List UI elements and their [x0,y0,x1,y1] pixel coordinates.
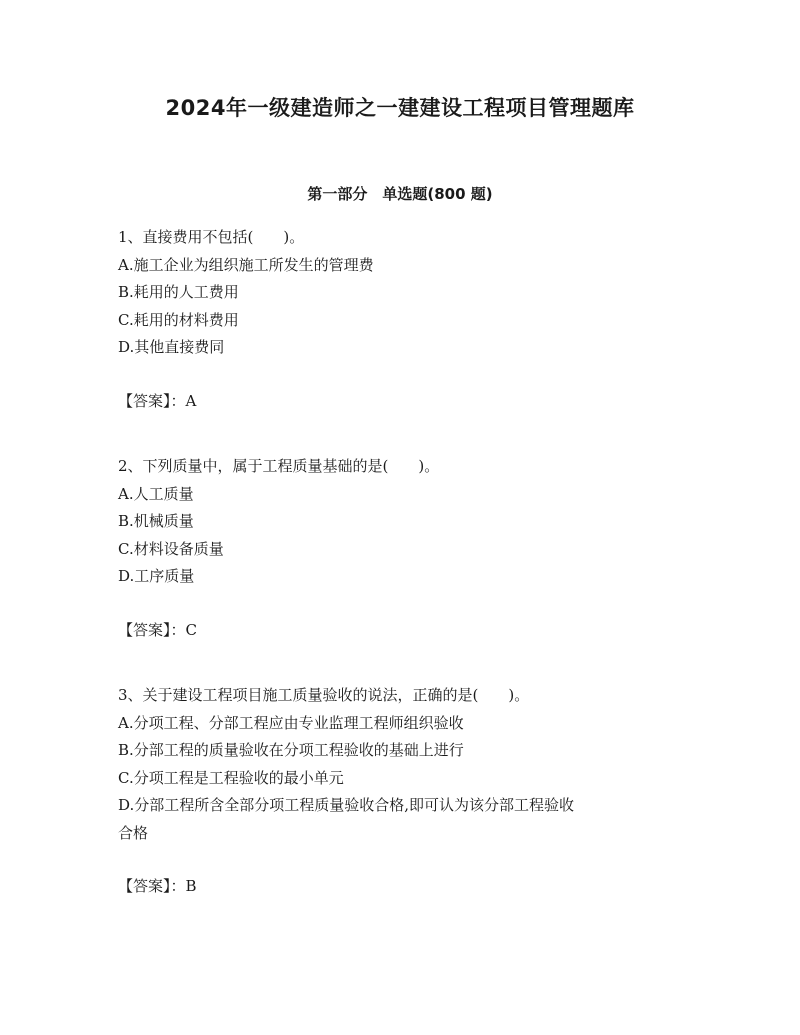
question-item [118,453,698,644]
question-stem: 2、下列质量中，属于工程质量基础的是( )。 [118,457,440,475]
option-a: A.分项工程、分部工程应由专业监理工程师组织验收 [118,713,464,732]
option-c: C.材料设备质量 [118,539,224,558]
answer-line: 【答案】：A [118,391,197,410]
question-item [118,682,698,901]
option-d: D.工序质量 [118,567,195,585]
option-d: D.分部工程所含全部分项工程质量验收合格,即可认为该分部工程验收 [118,796,575,814]
option-b: B.分部工程的质量验收在分项工程验收的基础上进行 [118,741,464,759]
option-c: C.分项工程是工程验收的最小单元 [118,768,344,787]
option-b: B.机械质量 [118,512,194,530]
question-item [118,224,698,415]
option-d: D.其他直接费同 [118,338,225,356]
option-a: A.人工质量 [118,484,194,503]
option-d-continuation: 合格 [118,823,149,842]
question-stem: 3、关于建设工程项目施工质量验收的说法，正确的是( )。 [118,686,530,704]
answer-line: 【答案】：C [118,620,197,639]
option-c: C.耗用的材料费用 [118,310,239,329]
question-list [118,224,698,901]
document-title: 2024年一级建造师之一建建设工程项目管理题库 [165,96,635,120]
section-title: 第一部分 单选题(800 题) [307,185,493,203]
option-a: A.施工企业为组织施工所发生的管理费 [118,255,374,274]
answer-line: 【答案】：B [118,877,197,895]
option-b: B.耗用的人工费用 [118,283,239,301]
question-stem: 1、直接费用不包括( )。 [118,228,305,246]
